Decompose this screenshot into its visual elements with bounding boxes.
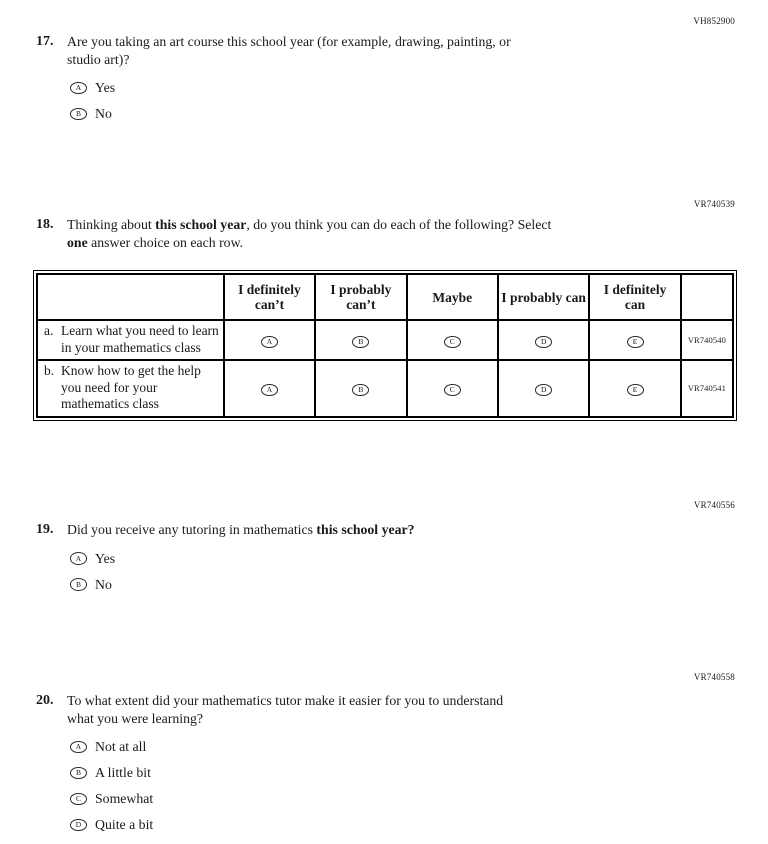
question-18-number: 18. xyxy=(36,217,54,232)
question-17-options xyxy=(70,80,511,122)
question-17-text-line2: studio art)? xyxy=(67,51,130,67)
answer-bubble-icon[interactable]: A xyxy=(261,384,278,397)
answer-bubble-icon[interactable]: A xyxy=(70,82,87,95)
option-label: Quite a bit xyxy=(95,817,154,832)
question-19-text-seg: Did you receive any tutoring in mathematics xyxy=(67,522,317,537)
row-a-cell-c xyxy=(407,320,498,360)
row-b-code: VR740541 xyxy=(681,360,733,417)
option-quite-a-bit[interactable] xyxy=(70,817,503,833)
answer-bubble-icon[interactable]: B xyxy=(352,384,369,397)
question-20-options xyxy=(70,739,503,833)
option-a-little-bit[interactable] xyxy=(70,765,503,781)
option-label: Somewhat xyxy=(95,791,154,806)
answer-bubble-icon[interactable]: B xyxy=(70,767,87,780)
question-20-number: 20. xyxy=(36,693,54,708)
answer-bubble-icon[interactable]: A xyxy=(70,552,87,565)
option-no[interactable] xyxy=(70,106,511,122)
row-b-cell-c xyxy=(407,360,498,417)
question-17 xyxy=(36,33,511,122)
row-b-letter: b. xyxy=(44,363,55,378)
grid-header-probably-cant: I probably can’t xyxy=(315,274,406,320)
option-yes[interactable] xyxy=(70,551,415,567)
grid-header-definitely-can: I definitely can xyxy=(589,274,680,320)
question-17-text xyxy=(67,33,511,68)
row-a-cell-b xyxy=(315,320,406,360)
answer-bubble-icon[interactable]: D xyxy=(70,819,87,832)
row-b-cell-b xyxy=(315,360,406,417)
question-19 xyxy=(36,521,415,593)
grid-header-row xyxy=(37,274,733,320)
grid-header-definitely-cant: I definitely can’t xyxy=(224,274,315,320)
question-17-code: VH852900 xyxy=(693,16,735,26)
row-a-cell-a xyxy=(224,320,315,360)
answer-bubble-icon[interactable]: C xyxy=(444,336,461,349)
answer-bubble-icon[interactable]: D xyxy=(535,336,552,349)
answer-bubble-icon[interactable]: B xyxy=(70,108,87,121)
grid-header-maybe: Maybe xyxy=(407,274,498,320)
answer-bubble-icon[interactable]: E xyxy=(627,336,644,349)
row-a-text: Learn what you need to learn in your mathematics class xyxy=(61,323,219,355)
row-b-cell-e xyxy=(589,360,680,417)
question-17-text-line1: Are you taking an art course this school year (for example, drawing, painting, or xyxy=(67,34,511,49)
option-label: A little bit xyxy=(95,765,151,780)
question-19-number: 19. xyxy=(36,522,54,537)
row-b-label xyxy=(37,360,224,417)
answer-bubble-icon[interactable]: A xyxy=(261,336,278,349)
question-20-text-line1: To what extent did your mathematics tutor make it easier for you to understand xyxy=(67,693,504,708)
question-18-code: VR740539 xyxy=(693,199,735,209)
question-20-code: VR740558 xyxy=(693,672,735,682)
option-label: Not at all xyxy=(95,739,147,754)
question-18-text-bold: this school year xyxy=(155,217,247,232)
question-19-text xyxy=(67,521,415,539)
question-18-text-seg: Thinking about xyxy=(67,217,156,232)
option-label: No xyxy=(95,576,112,592)
grid-header-code-col xyxy=(681,274,733,320)
question-19-code: VR740556 xyxy=(693,500,735,510)
option-somewhat[interactable] xyxy=(70,791,503,807)
answer-bubble-icon[interactable]: C xyxy=(70,793,87,806)
question-18-text xyxy=(67,216,551,251)
option-label: Yes xyxy=(95,80,116,95)
grid-header-probably-can: I probably can xyxy=(498,274,589,320)
answer-bubble-icon[interactable]: E xyxy=(627,384,644,397)
question-19-text-bold: this school year xyxy=(316,522,408,537)
answer-bubble-icon[interactable]: A xyxy=(70,741,87,754)
table-row xyxy=(37,320,733,360)
question-20-text xyxy=(67,692,503,727)
row-a-cell-d xyxy=(498,320,589,360)
row-b-cell-d xyxy=(498,360,589,417)
row-b-text: Know how to get the help you need for your mathematics class xyxy=(61,363,201,411)
option-not-at-all[interactable] xyxy=(70,739,503,755)
row-a-cell-e xyxy=(589,320,680,360)
question-19-options xyxy=(70,551,415,593)
question-18 xyxy=(36,216,551,251)
answer-bubble-icon[interactable]: D xyxy=(535,384,552,397)
question-18-text-seg: , do you think you can do each of the following? Select xyxy=(246,217,552,232)
option-no[interactable] xyxy=(70,577,415,593)
question-19-text-seg: ? xyxy=(407,522,415,537)
question-17-number: 17. xyxy=(36,34,54,49)
grid-header-empty xyxy=(37,274,224,320)
answer-bubble-icon[interactable]: B xyxy=(70,578,87,591)
question-18-text-seg: answer choice on each row. xyxy=(87,234,244,250)
question-18-text-bold: one xyxy=(67,234,88,250)
question-20 xyxy=(36,692,503,833)
row-b-cell-a xyxy=(224,360,315,417)
row-a-letter: a. xyxy=(44,323,54,338)
option-label: No xyxy=(95,106,112,121)
question-18-answer-grid xyxy=(33,270,737,421)
answer-bubble-icon[interactable]: B xyxy=(352,336,369,349)
table-row xyxy=(37,360,733,417)
row-a-code: VR740540 xyxy=(681,320,733,360)
answer-bubble-icon[interactable]: C xyxy=(444,384,461,397)
answer-grid-table xyxy=(36,273,734,418)
question-20-text-line2: what you were learning? xyxy=(67,710,203,726)
option-yes[interactable] xyxy=(70,80,511,96)
row-a-label xyxy=(37,320,224,360)
option-label: Yes xyxy=(95,550,116,566)
